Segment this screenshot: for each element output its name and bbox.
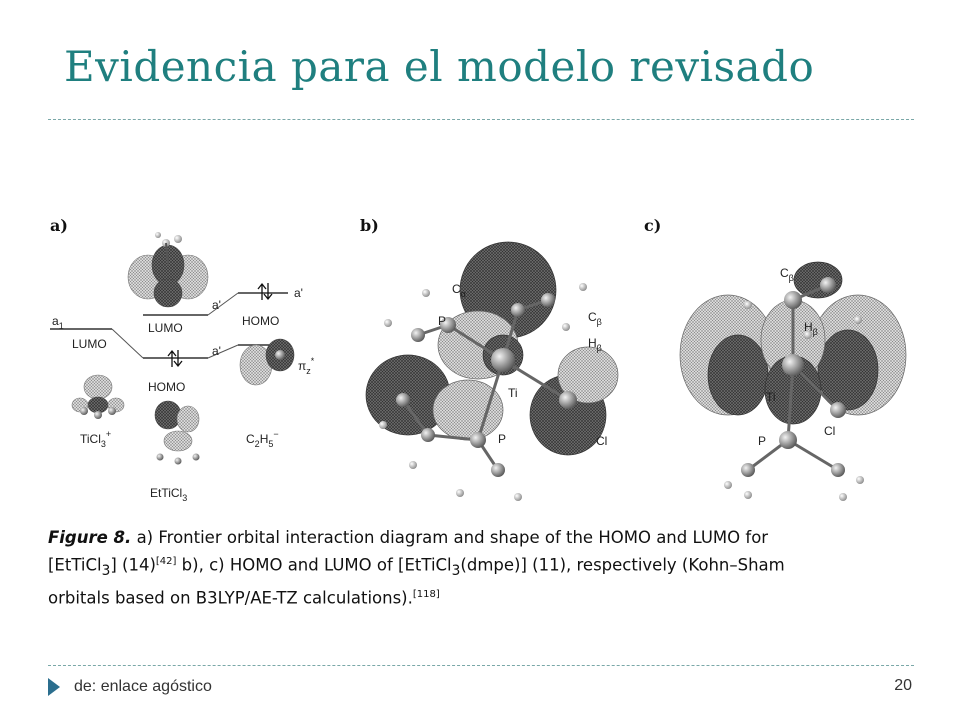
caption-line-2b: 3 [101, 562, 111, 579]
caption-line-2d: b), c) HOMO and LUMO of [EtTiCl [176, 555, 452, 575]
caption-line-2f: (dmpe)] (11), respectively (Kohn–Sham [460, 555, 785, 575]
orbital-figure [48, 205, 908, 510]
caption-ref-1: [42] [155, 556, 177, 567]
label-b-ti: Ti [508, 386, 518, 400]
etticl3-homo-orbital [155, 401, 200, 465]
label-lumo-left: LUMO [72, 337, 107, 351]
label-etticl3: EtTiCl$_3$ [150, 486, 188, 503]
label-a-prime-3: a' [294, 286, 303, 300]
label-a-prime-2: a' [212, 344, 221, 358]
lumo-orbital-top [128, 232, 208, 307]
caption-line-1: a) Frontier orbital interaction diagram and shape of the HOMO and LUMO for [136, 528, 769, 547]
footer-divider [48, 665, 914, 666]
panel-label-b: b) [360, 216, 379, 235]
label-c2h5: $C_2H_5^-$ [246, 429, 279, 449]
label-c-ti: Ti [766, 390, 776, 404]
caption-line-2a: [EtTiCl [48, 555, 102, 575]
label-lumo-mid: LUMO [148, 321, 183, 335]
panel-a-diagram [50, 232, 315, 503]
caption-figure-label: Figure 8. [48, 528, 132, 547]
label-a-prime-1: a' [212, 298, 221, 312]
ticl3-lumo-orbital [72, 375, 124, 419]
label-b-c-beta: $C_\beta$ [588, 310, 602, 327]
label-c-c-beta: $C_\beta$ [780, 266, 794, 283]
panel-c-orbital [680, 262, 906, 501]
footer-text: de: enlace agóstico [74, 678, 212, 695]
bullet-triangle-icon [48, 678, 60, 696]
c2h5-homo-orbital [240, 339, 294, 385]
label-b-h-beta: $H_\beta$ [588, 336, 602, 353]
label-c-h-beta: $H_\beta$ [804, 320, 818, 337]
label-b-p-bottom: P [498, 432, 507, 446]
label-c-cl: Cl [824, 424, 836, 438]
slide-title: Evidencia para el modelo revisado [64, 42, 815, 91]
caption-line-2e: 3 [451, 562, 461, 579]
figure-caption [48, 526, 898, 610]
panel-label-a: a) [50, 216, 68, 235]
footer [48, 677, 212, 697]
caption-line-3: orbitals based on B3LYP/AE-TZ calculations). [48, 588, 413, 608]
page-number: 20 [894, 677, 912, 694]
panel-b-orbital [366, 242, 618, 501]
label-b-c-alpha: $C_\alpha$ [452, 282, 466, 299]
panel-label-c: c) [644, 216, 662, 235]
label-b-p-top: P [438, 314, 447, 328]
label-b-cl: Cl [596, 434, 608, 448]
label-homo-mid: HOMO [148, 380, 186, 394]
label-pi-z: $\pi_z^*$ [298, 356, 315, 376]
caption-line-2c: ] (14) [110, 555, 156, 575]
caption-ref-2: [118] [412, 588, 440, 600]
label-c-p: P [758, 434, 767, 448]
title-divider [48, 119, 914, 120]
label-homo-right: HOMO [242, 314, 280, 328]
label-a1: $a_1$ [52, 314, 64, 331]
label-ticl3: TiCl$_3$+ [80, 429, 112, 449]
